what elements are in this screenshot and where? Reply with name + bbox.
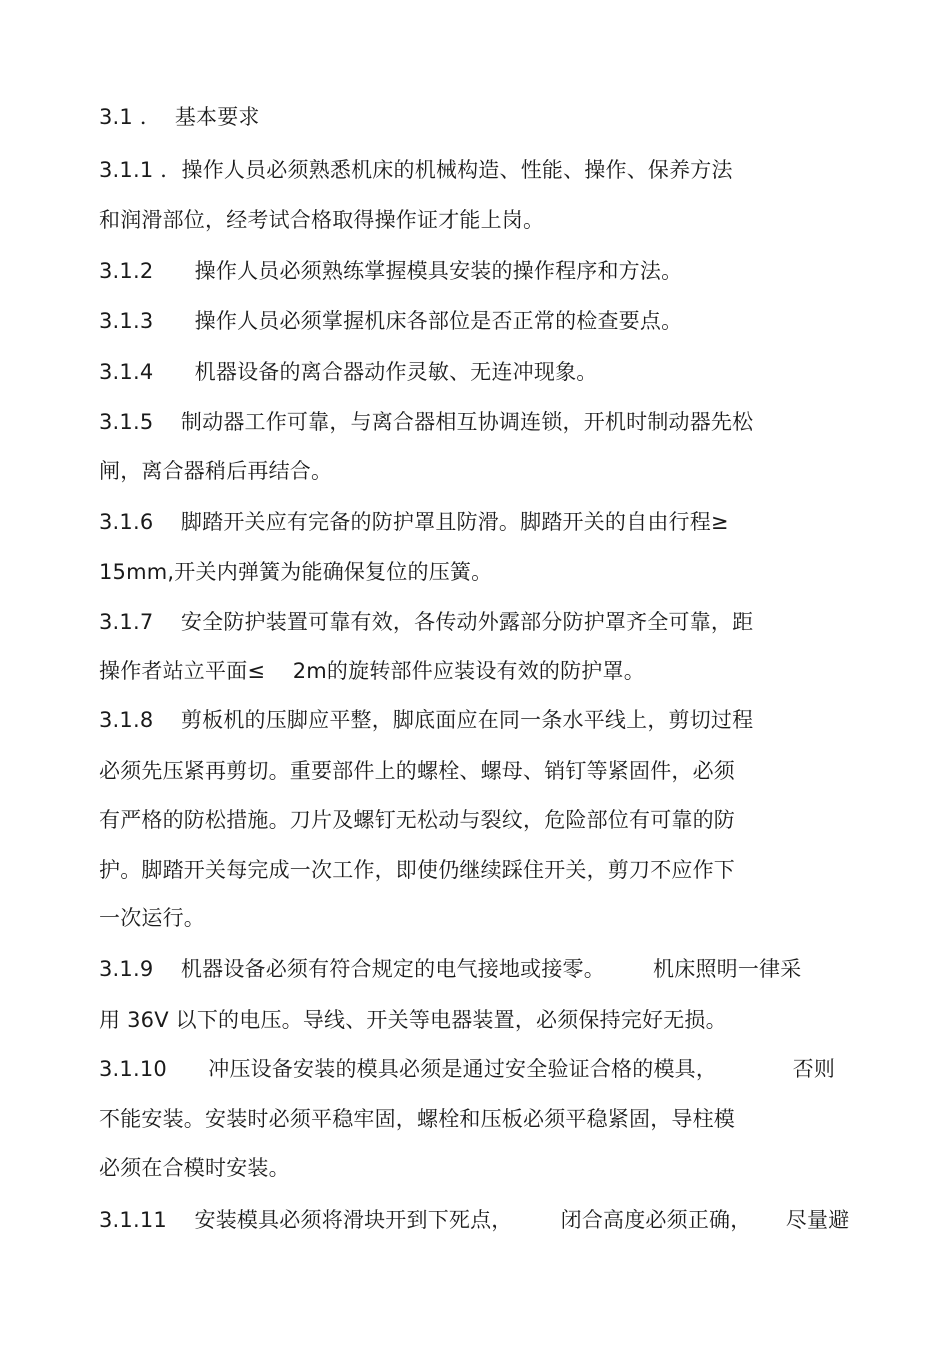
paragraph-line: 3.1.5 制动器工作可靠，与离合器相互协调连锁，开机时制动器先松	[99, 410, 754, 434]
paragraph-line: 3.1.8 剪板机的压脚应平整，脚底面应在同一条水平线上，剪切过程	[99, 708, 754, 732]
paragraph-line: 3.1.6 脚踏开关应有完备的防护罩且防滑。脚踏开关的自由行程≥	[99, 510, 729, 534]
paragraph-line: 3.1.7 安全防护装置可靠有效，各传动外露部分防护罩齐全可靠，距	[99, 610, 754, 634]
paragraph-line: 闸，离合器稍后再结合。	[99, 459, 333, 483]
paragraph-line: 必须先压紧再剪切。重要部件上的螺栓、螺母、销钉等紧固件，必须	[99, 759, 735, 783]
paragraph-line: 必须在合模时安装。	[99, 1156, 290, 1180]
paragraph-line: 3.1.10 冲压设备安装的模具必须是通过安全验证合格的模具， 否则	[99, 1057, 836, 1081]
paragraph-line: 15mm,开关内弹簧为能确保复位的压簧。	[99, 560, 493, 584]
paragraph-line: 操作者站立平面≤ 2m的旋转部件应装设有效的防护罩。	[99, 659, 645, 683]
paragraph-line: 用 36V 以下的电压。导线、开关等电器装置，必须保持完好无损。	[99, 1008, 727, 1032]
paragraph-line: 3.1.4 机器设备的离合器动作灵敏、无连冲现象。	[99, 360, 598, 384]
paragraph-line: 3.1.9 机器设备必须有符合规定的电气接地或接零。 机床照明一律采	[99, 957, 802, 981]
paragraph-line: 3.1.1 ．操作人员必须熟悉机床的机械构造、性能、操作、保养方法	[99, 158, 733, 182]
paragraph-line: 护。脚踏开关每完成一次工作，即使仍继续踩住开关，剪刀不应作下	[99, 858, 735, 882]
section-heading: 3.1 ． 基本要求	[99, 105, 260, 129]
paragraph-line: 3.1.11 安装模具必须将滑块开到下死点， 闭合高度必须正确， 尽量避	[99, 1208, 850, 1232]
paragraph-line: 一次运行。	[99, 906, 205, 930]
paragraph-line: 3.1.2 操作人员必须熟练掌握模具安装的操作程序和方法。	[99, 259, 683, 283]
paragraph-line: 有严格的防松措施。刀片及螺钉无松动与裂纹，危险部位有可靠的防	[99, 808, 735, 832]
paragraph-line: 和润滑部位，经考试合格取得操作证才能上岗。	[99, 208, 545, 232]
paragraph-line: 不能安装。安装时必须平稳牢固，螺栓和压板必须平稳紧固，导柱模	[99, 1107, 735, 1131]
paragraph-line: 3.1.3 操作人员必须掌握机床各部位是否正常的检查要点。	[99, 309, 683, 333]
